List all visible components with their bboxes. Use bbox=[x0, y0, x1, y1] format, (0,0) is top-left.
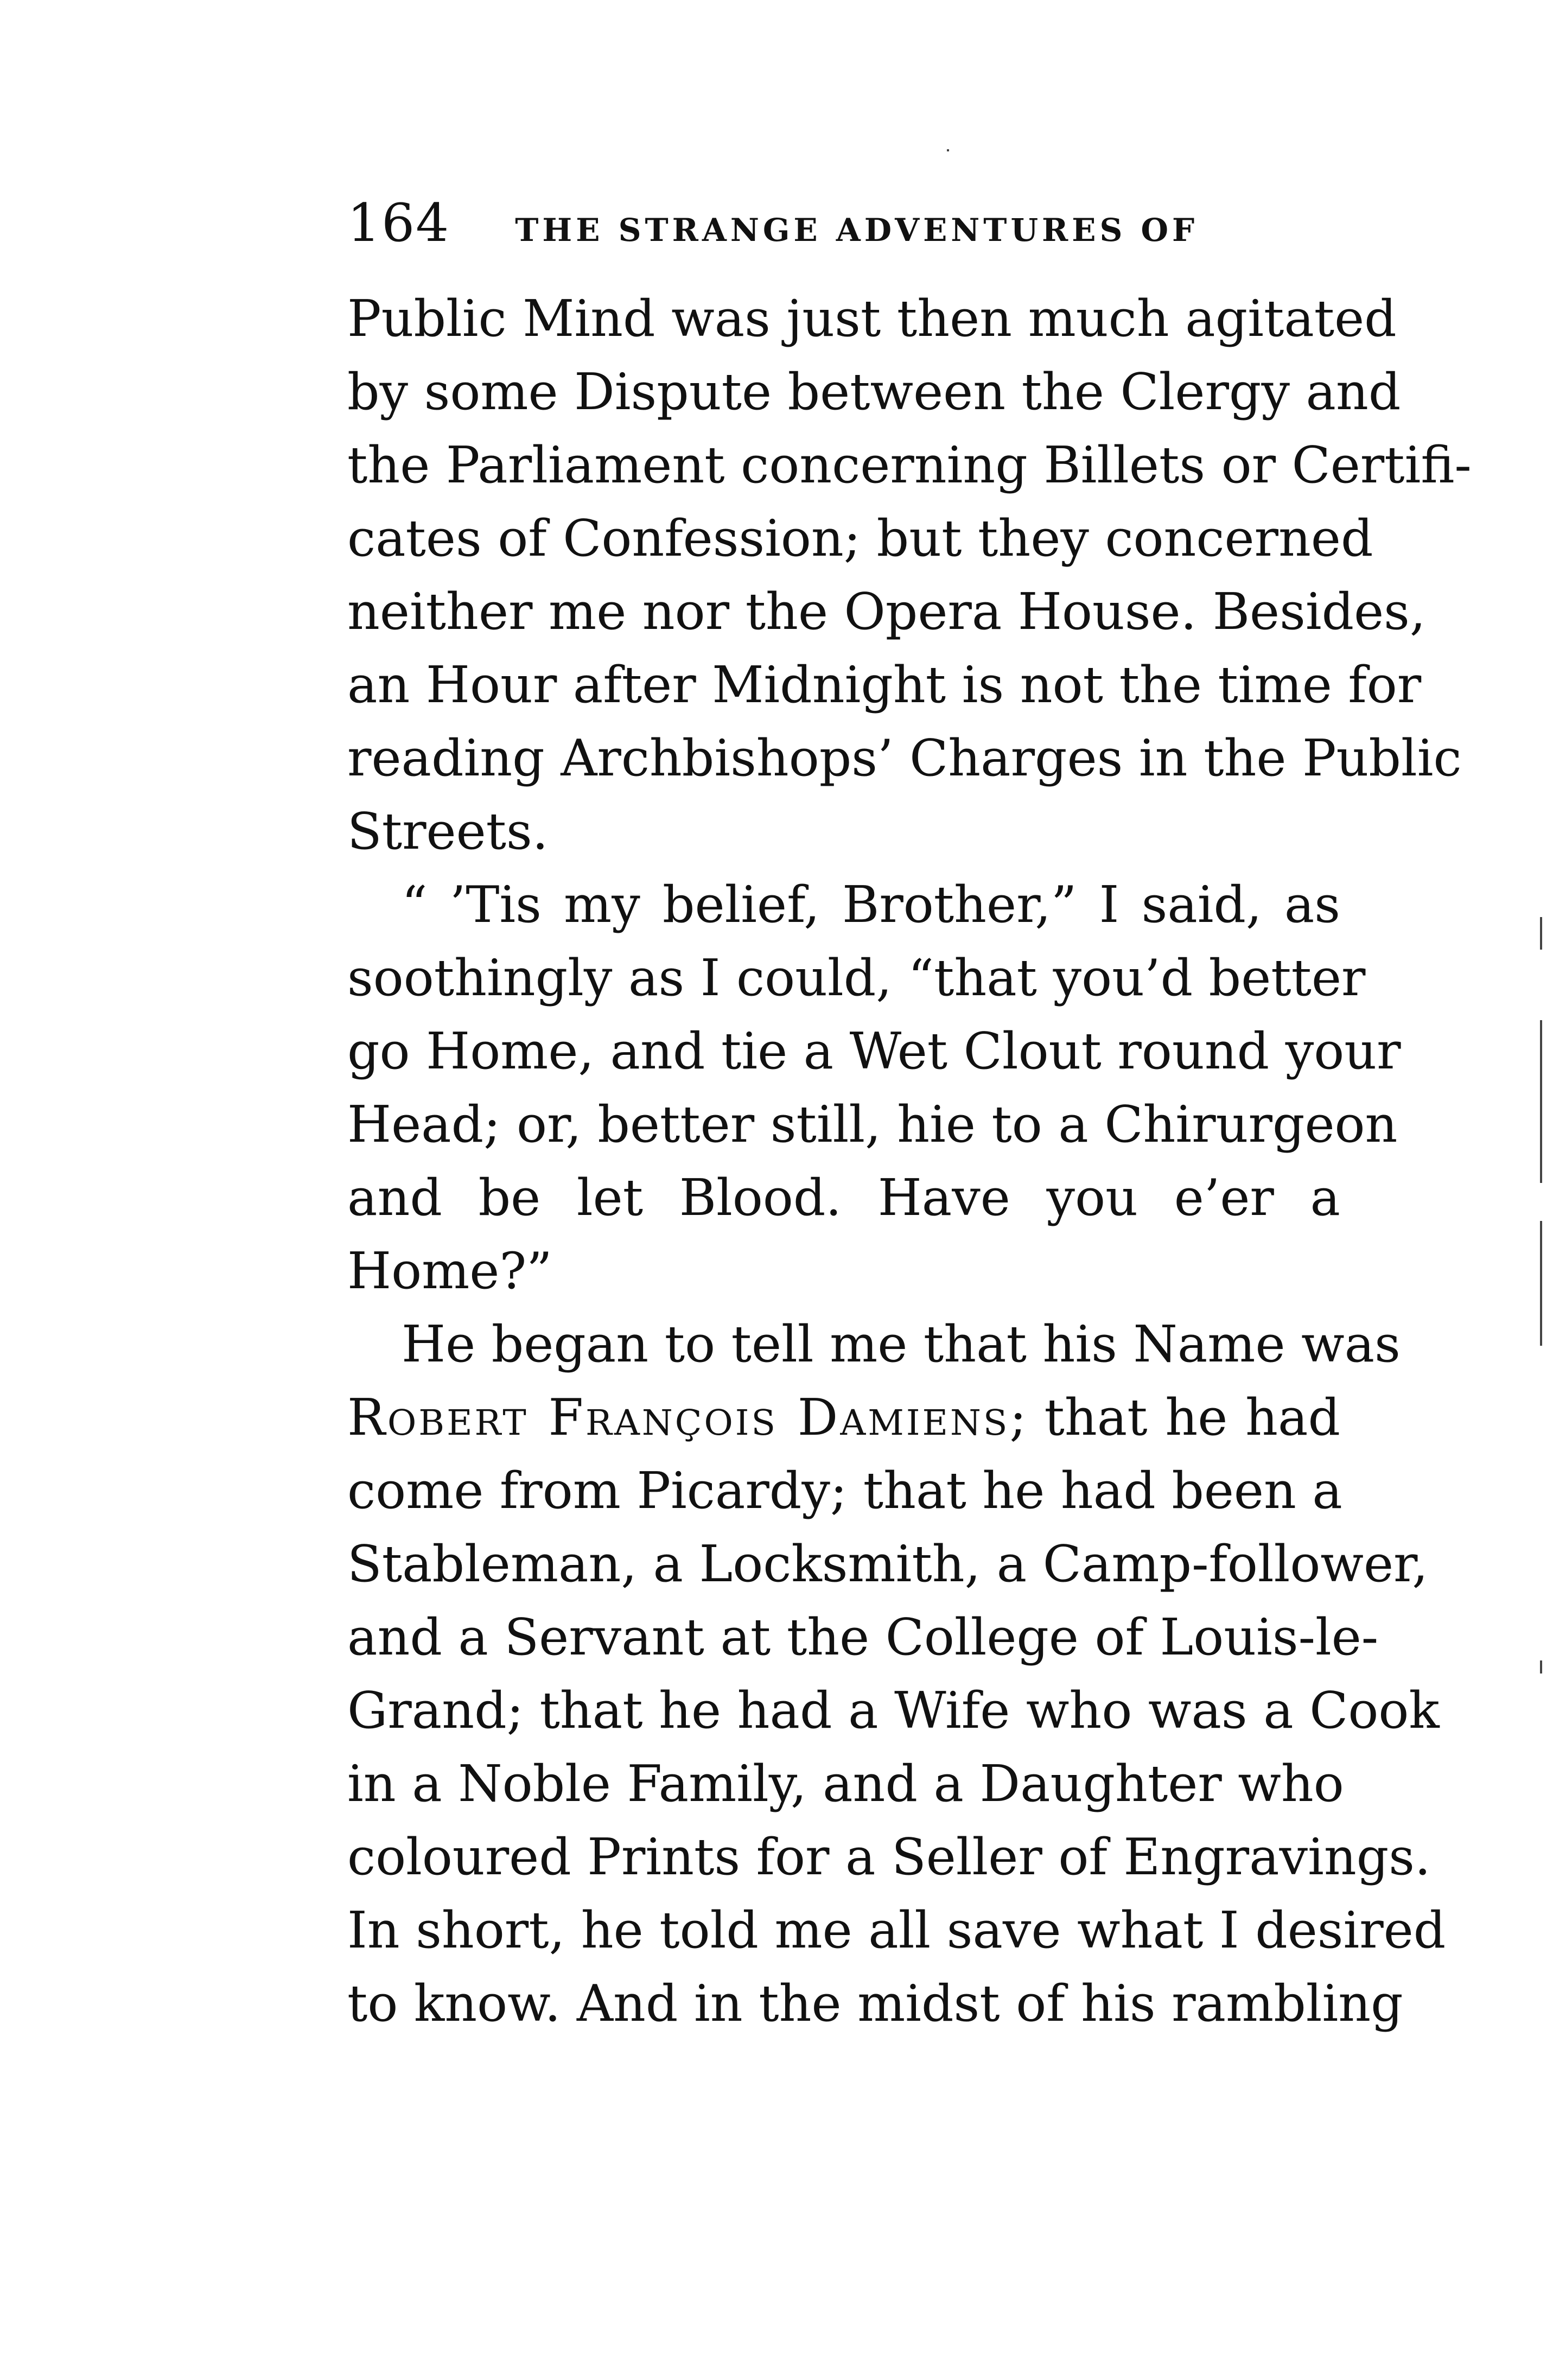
scan-mark bbox=[1540, 917, 1542, 950]
scan-mark bbox=[1540, 1660, 1542, 1673]
scan-mark bbox=[947, 149, 949, 151]
text-line: the Parliament concerning Billets or Certifi- bbox=[347, 436, 1472, 494]
text-line: Public Mind was just then much agitated bbox=[347, 289, 1397, 348]
text-line: In short, he told me all save what I desired bbox=[347, 1901, 1446, 1959]
text-line: Grand; that he had a Wife who was a Cook bbox=[347, 1681, 1440, 1740]
text-line: come from Picardy; that he had been a bbox=[347, 1461, 1342, 1520]
text-line: coloured Prints for a Seller of Engravings. bbox=[347, 1828, 1431, 1886]
text-line: an Hour after Midnight is not the time for bbox=[347, 656, 1422, 714]
page-header bbox=[347, 193, 1215, 263]
scan-mark bbox=[1540, 1221, 1542, 1346]
text-line: reading Archbishops’ Charges in the Public bbox=[347, 729, 1462, 787]
text-line: in a Noble Family, and a Daughter who bbox=[347, 1754, 1344, 1813]
running-head: THE STRANGE ADVENTURES OF bbox=[515, 212, 1199, 249]
text-line: Streets. bbox=[347, 802, 549, 861]
text-line: neither me nor the Opera House. Besides, bbox=[347, 582, 1426, 641]
text-line: and be let Blood. Have you e’er a bbox=[347, 1168, 1340, 1227]
text-line: soothingly as I could, “that you’d better bbox=[347, 949, 1366, 1007]
scan-mark bbox=[1540, 1020, 1542, 1183]
text-line: by some Dispute between the Clergy and bbox=[347, 362, 1401, 421]
text-line: and a Servant at the College of Louis-le- bbox=[347, 1608, 1379, 1666]
character-name: Robert François Damiens bbox=[347, 1388, 1010, 1447]
text-line: “ ’Tis my belief, Brother,” I said, as bbox=[402, 875, 1340, 934]
body-text bbox=[347, 282, 1472, 2040]
page-number: 164 bbox=[347, 193, 450, 253]
text-line: cates of Confession; but they concerned bbox=[347, 509, 1373, 568]
text-line: go Home, and tie a Wet Clout round your bbox=[347, 1022, 1401, 1080]
text-fragment: ; that he had bbox=[1009, 1388, 1340, 1447]
text-line: Stableman, a Locksmith, a Camp-follower, bbox=[347, 1535, 1428, 1593]
text-line: Head; or, better still, hie to a Chirurgeon bbox=[347, 1095, 1398, 1154]
text-line: Home?” bbox=[347, 1242, 552, 1300]
text-line: to know. And in the midst of his rambling bbox=[347, 1974, 1403, 2033]
text-line: He began to tell me that his Name was bbox=[402, 1315, 1401, 1373]
text-line-name bbox=[347, 1381, 1340, 1454]
